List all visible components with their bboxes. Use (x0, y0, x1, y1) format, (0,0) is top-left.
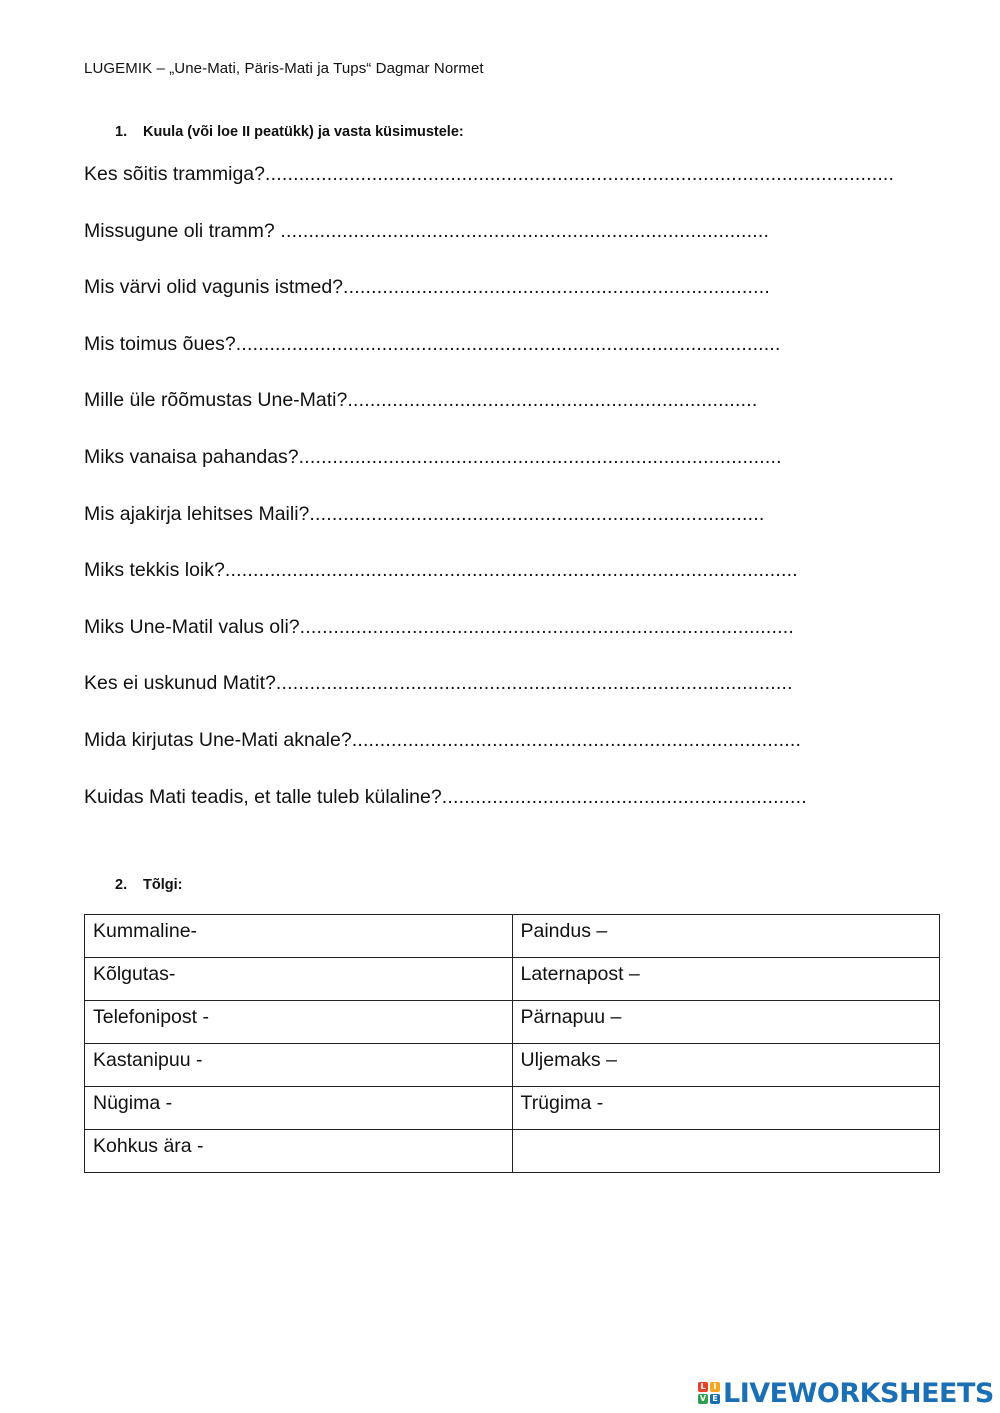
answer-field[interactable]: ............................................................................ (343, 276, 770, 299)
section-1-instruction: Kuula (või loe II peatükk) ja vasta küsimustele: (143, 124, 464, 140)
section-1-number: 1. (115, 124, 128, 140)
question-text: Kes ei uskunud Matit? (84, 672, 276, 695)
translation-table (84, 914, 940, 1173)
logo-mark-icon (698, 1382, 720, 1404)
question-text: Mida kirjutas Une-Mati aknale? (84, 728, 352, 751)
table-row (85, 1130, 940, 1173)
answer-field[interactable]: ...................................................................................... (298, 445, 782, 468)
translation-cell[interactable]: Telefonipost - (85, 1001, 513, 1044)
translation-cell[interactable]: Uljemaks – (512, 1044, 940, 1087)
translation-cell[interactable]: Nügima - (85, 1087, 513, 1130)
question-text: Miks vanaisa pahandas? (84, 445, 299, 468)
question-item (84, 386, 964, 443)
table-row (85, 915, 940, 958)
logo-text: LIVEWORKSHEETS (723, 1377, 994, 1409)
question-item (84, 500, 964, 557)
logo-mark-letter: I (710, 1382, 720, 1392)
logo-mark-letter: E (710, 1394, 720, 1404)
liveworksheets-logo (698, 1376, 994, 1410)
question-text: Missugune oli tramm? (84, 219, 275, 242)
question-item (84, 613, 964, 670)
question-item (84, 556, 964, 613)
question-item (84, 330, 964, 387)
question-item (84, 669, 964, 726)
answer-field[interactable]: ................................................................................................................ (264, 163, 895, 185)
answer-field[interactable]: ......................................................................... (347, 389, 758, 412)
question-text: Miks tekkis loik? (84, 559, 225, 582)
document-header: LUGEMIK – „Une-Mati, Päris-Mati ja Tups“ Dagmar Normet (84, 60, 484, 77)
logo-mark-letter: L (698, 1382, 708, 1392)
question-item (84, 783, 964, 840)
translation-cell[interactable]: Trügima - (512, 1087, 940, 1130)
question-item (84, 160, 964, 217)
translation-cell[interactable]: Kõlgutas- (85, 958, 513, 1001)
question-item (84, 726, 964, 783)
question-item (84, 273, 964, 330)
translation-cell[interactable]: Laternapost – (512, 958, 940, 1001)
question-text: Miks Une-Matil valus oli? (84, 615, 300, 638)
question-text: Kuidas Mati teadis, et talle tuleb külaline? (84, 785, 442, 808)
table-row (85, 1044, 940, 1087)
answer-field[interactable]: ........................................................................................ (299, 615, 795, 638)
question-text: Mille üle rõõmustas Une-Mati? (84, 389, 348, 412)
translation-cell[interactable]: Kohkus ära - (85, 1130, 513, 1173)
question-item (84, 217, 964, 274)
section-1-title (115, 124, 464, 140)
table-row (85, 1001, 940, 1044)
answer-field[interactable]: ............................................................................................ (275, 672, 793, 695)
answer-field[interactable]: ...................................................................................................... (224, 559, 798, 582)
question-text: Kes sõitis trammiga? (84, 163, 265, 185)
table-row (85, 958, 940, 1001)
answer-field[interactable]: ................................................................. (441, 785, 807, 808)
translation-cell[interactable]: Kummaline- (85, 915, 513, 958)
answer-field[interactable]: ....................................................................................... (274, 219, 770, 242)
logo-mark-letter: V (699, 1394, 707, 1403)
translation-cell[interactable]: Paindus – (512, 915, 940, 958)
answer-field[interactable]: ................................................................................. (309, 502, 765, 525)
translation-cell[interactable] (512, 1130, 940, 1173)
translation-cell[interactable]: Pärnapuu – (512, 1001, 940, 1044)
question-list (84, 160, 964, 839)
question-item (84, 443, 964, 500)
section-2-number: 2. (115, 877, 128, 893)
section-2-instruction: Tõlgi: (143, 877, 183, 893)
question-text: Mis värvi olid vagunis istmed? (84, 276, 344, 299)
answer-field[interactable]: ................................................................................ (351, 728, 802, 751)
table-row (85, 1087, 940, 1130)
question-text: Mis ajakirja lehitses Maili? (84, 502, 310, 525)
section-2-title (115, 877, 182, 893)
translation-cell[interactable]: Kastanipuu - (85, 1044, 513, 1087)
question-text: Mis toimus õues? (84, 332, 236, 355)
answer-field[interactable]: ................................................................................................. (235, 332, 781, 355)
